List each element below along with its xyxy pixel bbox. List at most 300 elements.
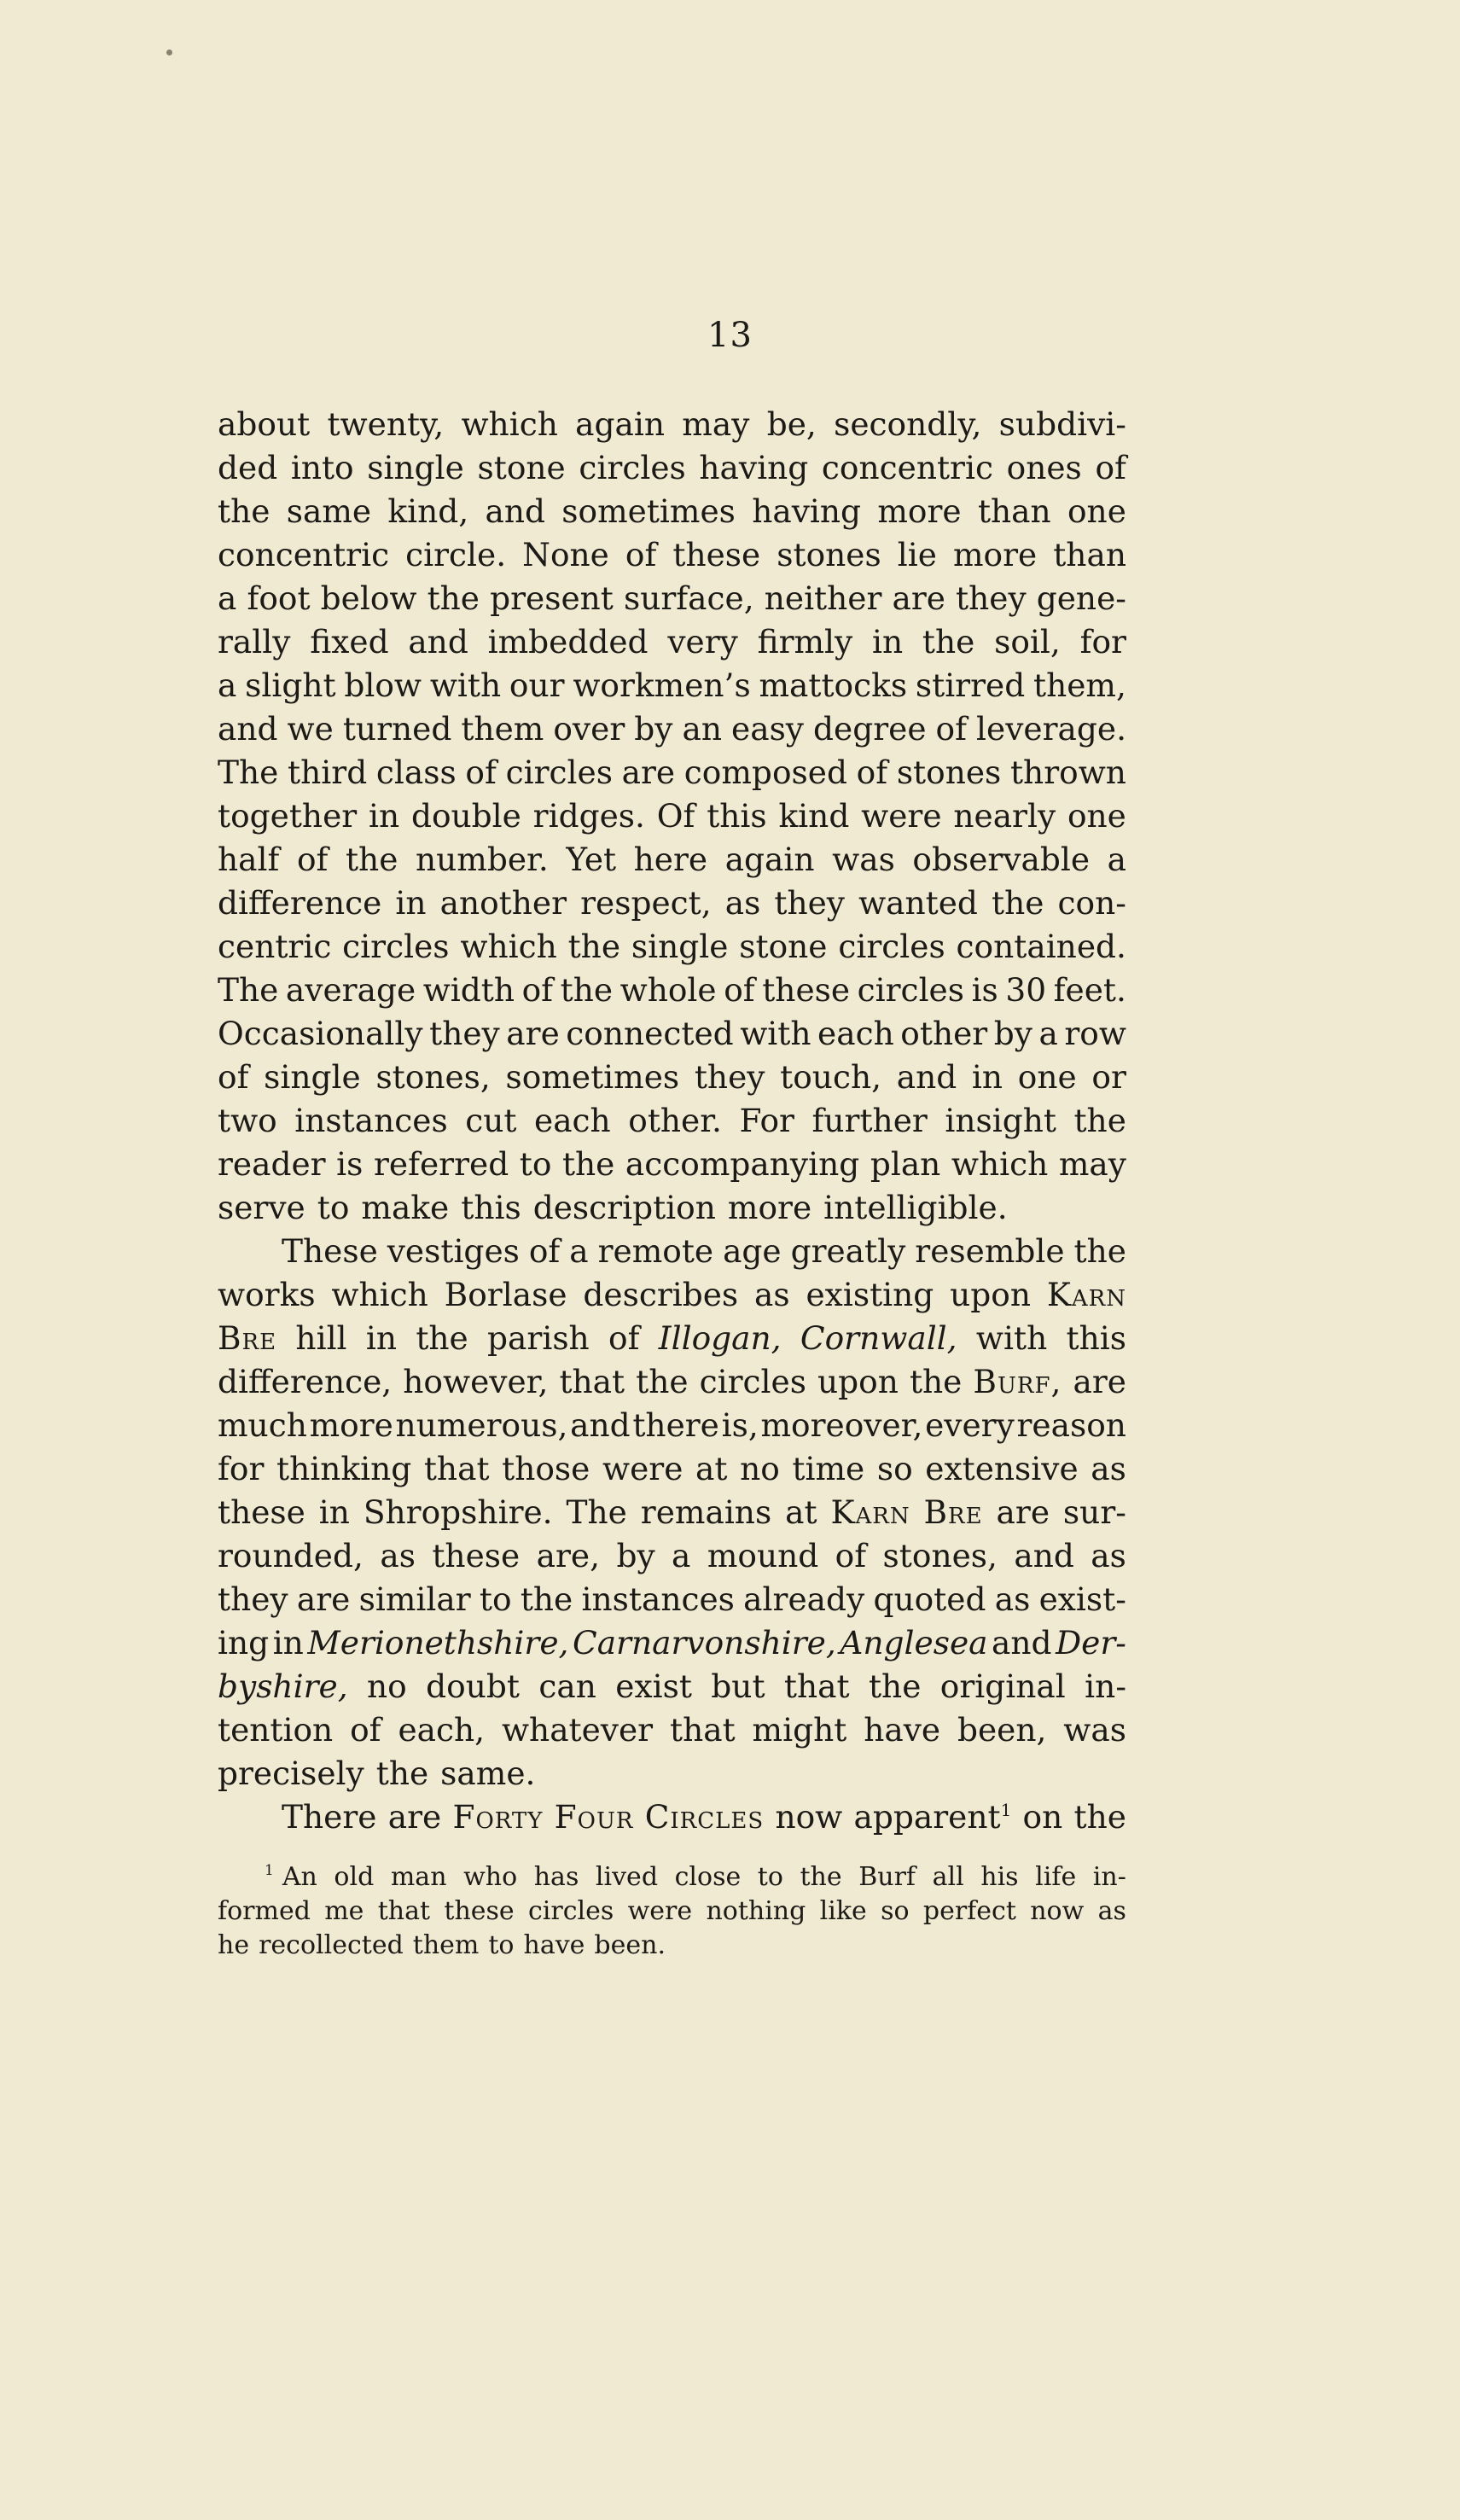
- text-line: [218, 1317, 1126, 1360]
- word: [265, 1860, 317, 1894]
- word: circles: [579, 449, 686, 486]
- word: Of: [656, 797, 695, 835]
- word: by: [993, 1015, 1032, 1052]
- word: as: [1091, 1537, 1126, 1574]
- word: sometimes: [505, 1058, 680, 1096]
- word: stone: [739, 928, 828, 965]
- word: one: [1067, 492, 1126, 530]
- word: an: [682, 710, 722, 748]
- word: the: [1073, 1232, 1126, 1270]
- word: intelligible.: [823, 1189, 1008, 1226]
- word: doubt: [426, 1667, 520, 1705]
- word: are: [387, 1798, 442, 1836]
- word: original: [939, 1667, 1066, 1705]
- word: much: [218, 1406, 307, 1444]
- word: The: [566, 1493, 627, 1531]
- word: there: [632, 1406, 719, 1444]
- word: quoted: [873, 1580, 986, 1618]
- word: having: [699, 449, 809, 486]
- footnote-reference: 1: [1000, 1800, 1012, 1820]
- word: more: [877, 492, 962, 530]
- word: remains: [640, 1493, 772, 1531]
- word: For: [739, 1102, 794, 1139]
- word: The: [218, 971, 279, 1009]
- word: foot: [247, 579, 311, 617]
- word: is,: [721, 1406, 759, 1444]
- word: one: [1017, 1058, 1077, 1096]
- word: make: [361, 1189, 450, 1226]
- word: of: [521, 971, 554, 1009]
- word: about: [218, 405, 311, 443]
- word: however,: [403, 1363, 549, 1400]
- word: was: [1063, 1711, 1126, 1749]
- word: are,: [536, 1537, 601, 1574]
- word: is: [336, 1145, 364, 1183]
- word: of: [835, 1537, 867, 1574]
- word: Burf: [858, 1862, 916, 1892]
- word: close: [674, 1862, 742, 1892]
- word: may: [1058, 1145, 1126, 1183]
- word: existing: [806, 1276, 934, 1313]
- word: in: [365, 1319, 398, 1357]
- word: and: [408, 623, 468, 661]
- word: circles: [527, 1896, 614, 1926]
- word: describes: [583, 1276, 739, 1313]
- word: than: [1053, 536, 1126, 573]
- word: The: [218, 754, 279, 791]
- place-name-derbyshire: Der-: [1056, 1624, 1126, 1662]
- word: 30: [1005, 971, 1047, 1009]
- text-line: [218, 1099, 1126, 1143]
- word: life: [1035, 1862, 1077, 1892]
- word: exist: [615, 1667, 692, 1705]
- place-name-derbyshire: byshire,: [218, 1667, 348, 1705]
- word: no: [367, 1667, 407, 1705]
- word: was: [832, 841, 895, 878]
- word: plan: [870, 1145, 941, 1183]
- word: rounded,: [218, 1537, 364, 1574]
- word: imbedded: [487, 623, 649, 661]
- text-line: [218, 838, 1126, 882]
- text-line: [218, 1360, 1126, 1404]
- word: in-: [1085, 1667, 1126, 1705]
- word: are: [506, 1015, 560, 1052]
- word: the: [345, 841, 398, 878]
- text-line: [218, 1665, 1126, 1708]
- word: by: [616, 1537, 655, 1574]
- word: or: [1091, 1058, 1126, 1096]
- word: numerous,: [395, 1406, 568, 1444]
- word: whole: [619, 971, 717, 1009]
- word: lie: [897, 536, 937, 573]
- word: with: [429, 666, 502, 704]
- word: and: [485, 492, 545, 530]
- word: Forty: [452, 1798, 544, 1836]
- word: of: [1095, 449, 1126, 486]
- word: the: [218, 492, 270, 530]
- word: Circles: [644, 1798, 765, 1836]
- word: having: [752, 492, 862, 530]
- word: the: [800, 1862, 842, 1892]
- word: of: [465, 754, 497, 791]
- word: mattocks: [759, 666, 908, 704]
- word: perfect: [922, 1896, 1016, 1926]
- word: surface,: [623, 579, 754, 617]
- text-line: [218, 882, 1126, 925]
- word: Borlase: [444, 1276, 567, 1313]
- word: and: [992, 1624, 1052, 1662]
- word: for: [1079, 623, 1126, 661]
- word: [854, 1795, 1012, 1839]
- word: turned: [342, 710, 452, 748]
- word: stirred: [915, 666, 1026, 704]
- word: now: [775, 1798, 843, 1836]
- place-name-bre: Bre: [923, 1493, 983, 1531]
- word: they: [774, 884, 845, 922]
- text-line: [218, 1708, 1126, 1752]
- word: stone: [477, 449, 566, 486]
- word: in: [971, 1058, 1003, 1096]
- word: me: [324, 1896, 364, 1926]
- word: twenty,: [327, 405, 445, 443]
- word: blow: [344, 666, 422, 704]
- text-line: [218, 1578, 1126, 1621]
- text-line: [218, 533, 1126, 577]
- word: and: [1014, 1537, 1074, 1574]
- word: old: [334, 1862, 375, 1892]
- word: kind,: [387, 492, 469, 530]
- word: have: [523, 1930, 585, 1960]
- word: were: [627, 1896, 693, 1926]
- word: reader: [218, 1145, 326, 1183]
- word: a: [672, 1537, 691, 1574]
- word: already: [743, 1580, 865, 1618]
- word: each,: [398, 1711, 486, 1749]
- word: There: [282, 1798, 377, 1836]
- word: the: [427, 579, 480, 617]
- word: them,: [1033, 666, 1126, 704]
- word: a: [218, 666, 237, 704]
- place-name-anglesea: Anglesea: [840, 1624, 988, 1662]
- word: firmly: [757, 623, 853, 661]
- place-name-bre: Bre: [218, 1319, 277, 1357]
- word: very: [667, 623, 738, 661]
- paper-speck: [166, 49, 172, 55]
- word: mound: [707, 1537, 819, 1574]
- word: nothing: [706, 1896, 806, 1926]
- word: the: [868, 1667, 922, 1705]
- word: tention: [218, 1711, 334, 1749]
- word: referred: [373, 1145, 509, 1183]
- word: Yet: [566, 841, 617, 878]
- word: Shropshire.: [363, 1493, 553, 1531]
- word: workmen’s: [573, 666, 751, 704]
- text-line: [218, 1143, 1126, 1186]
- word: have: [864, 1711, 941, 1749]
- word: half: [218, 841, 280, 878]
- word: a: [569, 1232, 589, 1270]
- word: this: [707, 797, 767, 835]
- word: apparent: [853, 1798, 1001, 1836]
- word: are: [892, 579, 945, 617]
- word: together: [218, 797, 358, 835]
- word: average: [285, 971, 416, 1009]
- word: now: [1030, 1896, 1085, 1926]
- word: of: [935, 710, 968, 748]
- word: circles: [699, 1363, 806, 1400]
- word: serve: [218, 1189, 305, 1226]
- text-line: [218, 794, 1126, 838]
- word: more: [309, 1406, 393, 1444]
- word: more: [952, 536, 1038, 573]
- word: are: [296, 1580, 351, 1618]
- word: he: [218, 1930, 250, 1960]
- word: same: [286, 492, 372, 530]
- word: sur-: [1062, 1493, 1126, 1531]
- word: and: [570, 1406, 631, 1444]
- word: in: [395, 884, 427, 922]
- word: were: [602, 1450, 683, 1487]
- text-line: [218, 1012, 1126, 1056]
- word: composed: [683, 754, 847, 791]
- word: similar: [358, 1580, 471, 1618]
- word: These: [282, 1232, 378, 1270]
- word: Four: [554, 1798, 634, 1836]
- word: row: [1064, 1015, 1126, 1052]
- place-name-burf: Burf,: [973, 1363, 1062, 1400]
- word: of: [625, 536, 657, 573]
- place-name-karn: Karn: [1046, 1276, 1126, 1313]
- word: the: [375, 1755, 429, 1792]
- word: as: [724, 884, 761, 922]
- word: with: [975, 1319, 1048, 1357]
- word: which: [461, 405, 558, 443]
- word: to: [317, 1189, 350, 1226]
- word: circle.: [405, 536, 507, 573]
- word: soil,: [994, 623, 1061, 661]
- word: each: [817, 1015, 894, 1052]
- word: the: [416, 1319, 468, 1357]
- word: which: [331, 1276, 428, 1313]
- word: lived: [595, 1862, 659, 1892]
- word: another: [439, 884, 567, 922]
- word: into: [290, 449, 354, 486]
- word: them: [461, 710, 544, 748]
- word: rally: [218, 623, 291, 661]
- word: the: [1073, 1102, 1126, 1139]
- word: contained.: [956, 928, 1126, 965]
- text-line: [218, 1534, 1126, 1578]
- word: slight: [245, 666, 336, 704]
- text-line: [218, 925, 1126, 969]
- word: a: [1038, 1015, 1058, 1052]
- text-line: [218, 1186, 1126, 1230]
- word: the: [560, 971, 614, 1009]
- word: upon: [817, 1363, 899, 1400]
- word: instances: [581, 1580, 735, 1618]
- word: single: [264, 1058, 361, 1096]
- word: neither: [764, 579, 882, 617]
- word: a: [1107, 841, 1126, 878]
- word: that: [423, 1450, 490, 1487]
- word: circles: [838, 928, 945, 965]
- word: stones: [896, 754, 1002, 791]
- word: third: [288, 754, 368, 791]
- word: fixed: [310, 623, 389, 661]
- word: each: [534, 1102, 611, 1139]
- word: leverage.: [976, 710, 1126, 748]
- text-line: [218, 1404, 1126, 1447]
- word: they: [694, 1058, 765, 1096]
- text-line: [218, 1752, 1126, 1795]
- word: sometimes: [561, 492, 736, 530]
- word: of: [218, 1058, 249, 1096]
- word: has: [533, 1862, 579, 1892]
- word: touch,: [780, 1058, 882, 1096]
- word: present: [490, 579, 614, 617]
- word: circles: [857, 971, 964, 1009]
- word: but: [711, 1667, 765, 1705]
- word: two: [218, 1102, 277, 1139]
- word: thrown: [1009, 754, 1126, 791]
- text-line: [218, 577, 1126, 620]
- word: stones: [777, 536, 881, 573]
- word: stones,: [882, 1537, 998, 1574]
- word: they: [218, 1580, 288, 1618]
- word: instances: [294, 1102, 448, 1139]
- word: of: [608, 1319, 640, 1357]
- word: to: [488, 1930, 515, 1960]
- word: been.: [594, 1930, 666, 1960]
- word: thinking: [276, 1450, 412, 1487]
- word: are: [996, 1493, 1050, 1531]
- main-text: [218, 403, 1126, 1839]
- word: insight: [945, 1102, 1056, 1139]
- word: the: [636, 1363, 689, 1400]
- word: again: [724, 841, 815, 878]
- word: difference: [218, 884, 382, 922]
- word: as: [380, 1537, 416, 1574]
- word: so: [881, 1896, 910, 1926]
- word: be,: [766, 405, 817, 443]
- word: greatly: [790, 1232, 906, 1270]
- word: parish: [487, 1319, 590, 1357]
- word: who: [463, 1862, 518, 1892]
- word: at: [695, 1450, 728, 1487]
- word: cut: [465, 1102, 517, 1139]
- word: class: [375, 754, 457, 791]
- word: were: [861, 797, 942, 835]
- word: are: [1073, 1363, 1126, 1400]
- word: that: [377, 1896, 431, 1926]
- word: these: [432, 1537, 521, 1574]
- word: to: [519, 1145, 552, 1183]
- word: extensive: [925, 1450, 1079, 1487]
- word: respect,: [580, 884, 712, 922]
- word: whatever: [501, 1711, 654, 1749]
- word: An: [282, 1862, 317, 1892]
- word: the: [520, 1580, 573, 1618]
- word: in: [872, 623, 904, 661]
- word: again: [575, 405, 666, 443]
- word: can: [538, 1667, 596, 1705]
- word: these: [762, 971, 851, 1009]
- word: the: [992, 884, 1044, 922]
- word: on: [1022, 1798, 1063, 1836]
- word: are: [621, 754, 676, 791]
- word: and: [218, 710, 278, 748]
- word: than: [977, 492, 1051, 530]
- word: further: [811, 1102, 928, 1139]
- word: every: [925, 1406, 1015, 1444]
- word: formed: [218, 1896, 311, 1926]
- word: to: [757, 1862, 783, 1892]
- word: remote: [597, 1232, 714, 1270]
- text-line: [218, 490, 1126, 533]
- text-line: [218, 969, 1126, 1012]
- text-line: [218, 751, 1126, 794]
- word: below: [320, 579, 417, 617]
- word: we: [287, 710, 334, 748]
- word: which: [951, 1145, 1049, 1183]
- word: con-: [1057, 884, 1126, 922]
- word: hill: [295, 1319, 347, 1357]
- word: and: [896, 1058, 957, 1096]
- word: centric: [218, 928, 332, 965]
- word: his: [980, 1862, 1019, 1892]
- text-line: [218, 1491, 1126, 1534]
- place-name-merionethshire: Merionethshire,: [307, 1624, 569, 1662]
- footnote-line: [218, 1860, 1126, 1894]
- text-line: [218, 1056, 1126, 1099]
- word: reason: [1016, 1406, 1126, 1444]
- word: by: [634, 710, 673, 748]
- word: these: [444, 1896, 515, 1926]
- word: they: [956, 579, 1027, 617]
- word: wanted: [858, 884, 978, 922]
- word: observable: [912, 841, 1091, 878]
- word: upon: [950, 1276, 1032, 1313]
- word: might: [752, 1711, 847, 1749]
- word: feet.: [1053, 971, 1126, 1009]
- word: as: [1097, 1896, 1126, 1926]
- word: one: [1067, 797, 1126, 835]
- text-line: [218, 707, 1126, 751]
- text-line: [218, 1447, 1126, 1491]
- place-name-carnarvonshire: Carnarvonshire,: [573, 1624, 836, 1662]
- word: kind: [778, 797, 850, 835]
- word: description: [532, 1189, 716, 1226]
- word: single: [367, 449, 464, 486]
- word: more: [727, 1189, 812, 1226]
- word: concentric: [218, 536, 390, 573]
- word: as: [754, 1276, 790, 1313]
- word: subdivi-: [998, 405, 1126, 443]
- word: been,: [957, 1711, 1047, 1749]
- word: gene-: [1036, 579, 1126, 617]
- word: with: [740, 1015, 811, 1052]
- text-line: [218, 664, 1126, 707]
- word: them: [412, 1930, 480, 1960]
- word: in-: [1092, 1862, 1126, 1892]
- word: concentric: [821, 449, 993, 486]
- word: the: [561, 1145, 615, 1183]
- word: that: [559, 1363, 625, 1400]
- word: ridges.: [532, 797, 645, 835]
- word: these: [672, 536, 761, 573]
- word: other: [900, 1015, 988, 1052]
- word: secondly,: [834, 405, 982, 443]
